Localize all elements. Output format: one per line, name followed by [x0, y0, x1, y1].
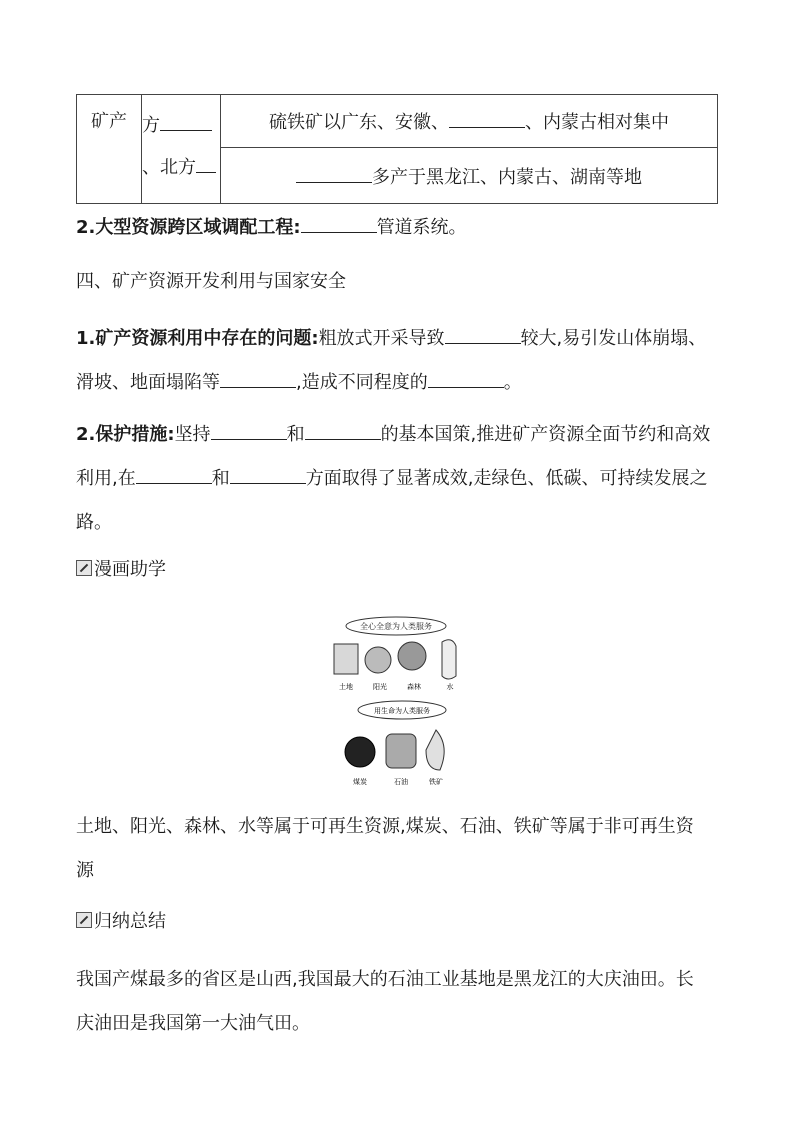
table-cell-pyrite: 硫铁矿以广东、安徽、 、内蒙古相对集中 — [221, 95, 718, 148]
blank-line — [220, 369, 296, 388]
blank-line — [428, 369, 504, 388]
table-row-header: 矿产 — [77, 95, 142, 204]
summary-heading: 归纳总结 — [76, 900, 721, 944]
blank-line — [196, 154, 216, 173]
blank-line — [305, 421, 381, 440]
blank-line — [230, 465, 306, 484]
bottom-speech-bubble: 用生命为人类服务 — [374, 707, 430, 715]
table-region-cell: 方 、北方 — [142, 95, 221, 204]
label-water: 水 — [446, 683, 454, 691]
item-2-line: 2.大型资源跨区域调配工程: 管道系统。 — [76, 206, 721, 250]
blank-line — [136, 465, 212, 484]
blank-line — [211, 421, 287, 440]
mineral-distribution-table — [76, 94, 718, 204]
issue-paragraph: 1.矿产资源利用中存在的问题:粗放式开采导致 较大,易引发山体崩塌、 滑坡、地面塌陷等 ,造成不同程度的 。 — [76, 317, 721, 405]
comic-caption: 土地、阳光、森林、水等属于可再生资源,煤炭、石油、铁矿等属于非可再生资 源 — [76, 816, 694, 881]
pencil-square-icon — [76, 560, 92, 576]
label-forest: 森林 — [407, 683, 421, 691]
label-iron: 铁矿 — [429, 778, 443, 786]
label-oil: 石油 — [394, 778, 408, 786]
blank-line — [160, 112, 212, 131]
blank-line — [445, 325, 521, 344]
pencil-square-icon — [76, 912, 92, 928]
label-coal: 煤炭 — [353, 778, 367, 786]
label-sunlight: 阳光 — [373, 683, 387, 691]
table-cell-second: 多产于黑龙江、内蒙古、湖南等地 — [221, 148, 718, 204]
blank-line — [449, 109, 525, 128]
measures-paragraph: 2.保护措施:坚持 和 的基本国策,推进矿产资源全面节约和高效 利用,在 和 方面取得了显著成效,走绿色、低碳、可持续发展之 路。 — [76, 413, 721, 545]
top-speech-bubble: 全心全意为人类服务 — [360, 622, 432, 631]
label-land: 土地 — [339, 683, 353, 691]
blank-line — [301, 214, 377, 233]
comic-heading: 漫画助学 — [76, 548, 721, 592]
section-heading: 四、矿产资源开发利用与国家安全 — [76, 271, 346, 292]
summary-paragraph: 我国产煤最多的省区是山西,我国最大的石油工业基地是黑龙江的大庆油田。长 庆油田是我国第一大油气田。 — [76, 969, 694, 1034]
blank-line — [296, 164, 372, 183]
resources-cartoon — [324, 612, 470, 790]
